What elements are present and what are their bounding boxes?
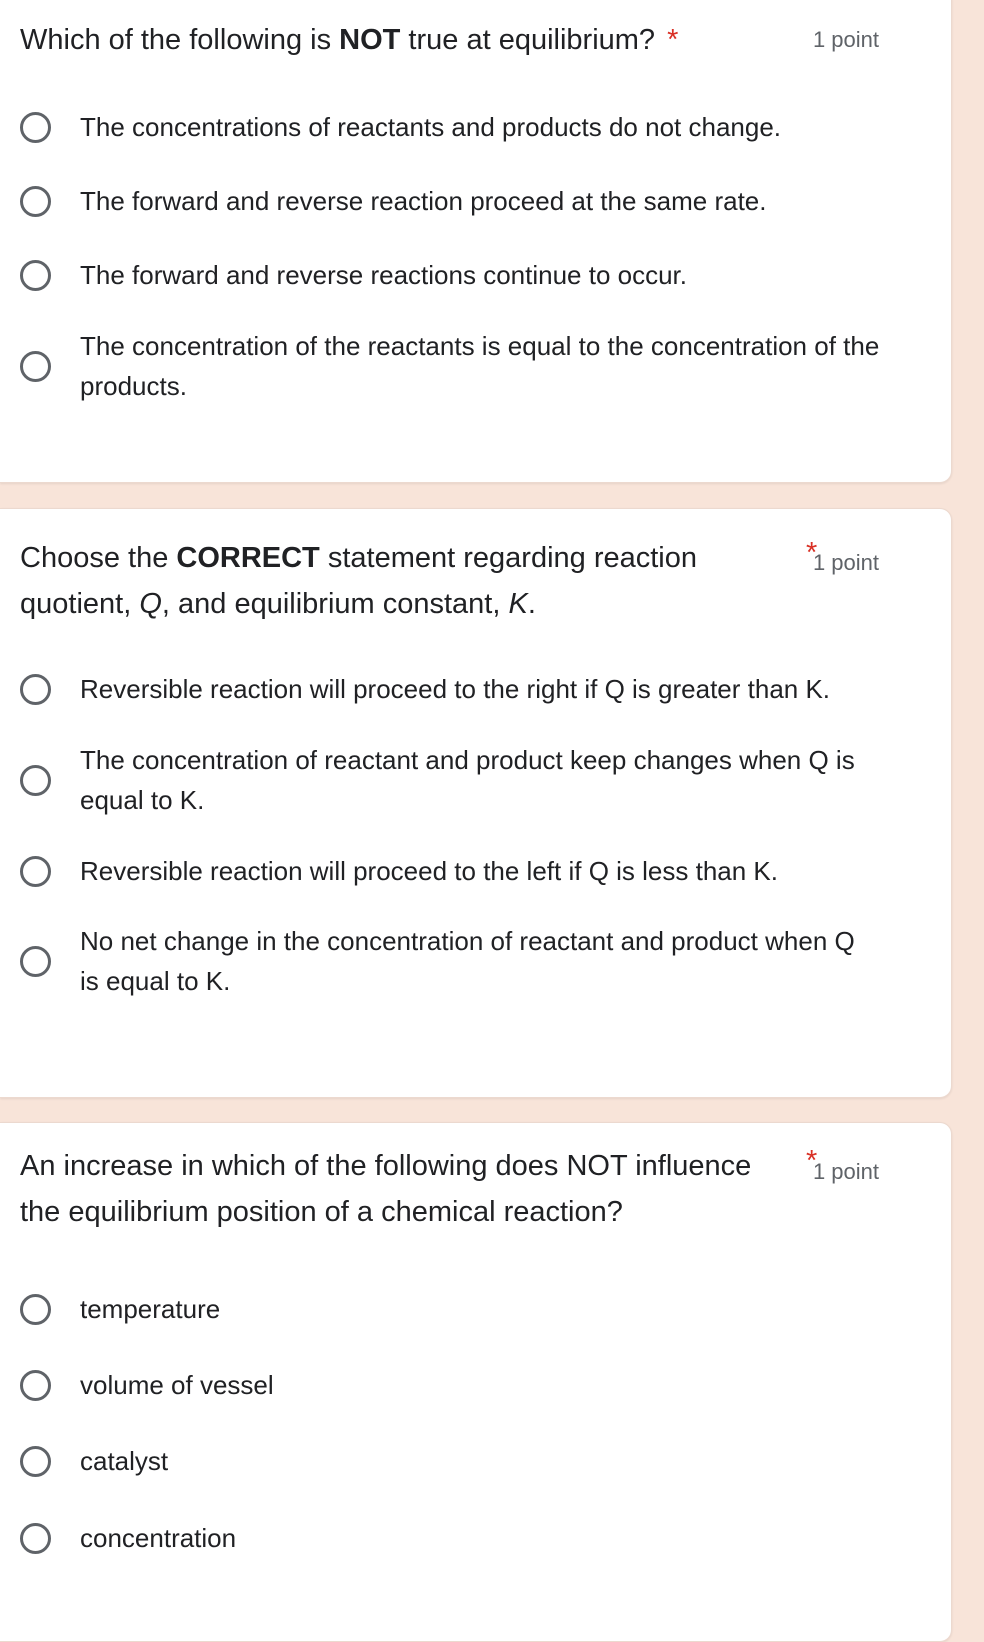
option-label[interactable]: Reversible reaction will proceed to the right if Q is greater than K. [80,674,831,704]
question-header [20,17,911,63]
points-label: 1 point [812,550,879,575]
option-1[interactable] [20,669,900,709]
option-2[interactable] [20,1365,900,1405]
option-label[interactable]: Reversible reaction will proceed to the left if Q is less than K. [80,856,778,886]
option-label[interactable]: catalyst [80,1446,169,1476]
question-title: Choose the CORRECT statement regarding reaction quotient, Q, and equilibrium constant, K. [20,542,697,620]
question-header [20,535,911,627]
option-3[interactable] [20,255,900,295]
radio-button[interactable] [20,765,51,796]
question-header [20,1143,911,1235]
question-card-1 [0,0,952,483]
radio-button[interactable] [20,1370,51,1401]
radio-button[interactable] [20,186,51,217]
radio-button[interactable] [20,674,51,705]
radio-button[interactable] [20,946,51,977]
option-label[interactable]: concentration [80,1523,237,1553]
option-label[interactable]: The concentrations of reactants and products do not change. [80,112,782,142]
required-marker: * [806,1145,818,1177]
radio-button[interactable] [20,112,51,143]
question-card-2 [0,508,952,1098]
required-marker: * [667,24,679,56]
question-card-3 [0,1122,952,1642]
radio-button[interactable] [20,260,51,291]
option-4[interactable] [20,326,900,406]
option-label[interactable]: The concentration of the reactants is equal to the concentration of the products. [80,331,880,401]
option-3[interactable] [20,851,900,891]
option-4[interactable] [20,1518,900,1558]
radio-button[interactable] [20,1523,51,1554]
radio-button[interactable] [20,351,51,382]
option-label[interactable]: temperature [80,1294,221,1324]
option-label[interactable]: The forward and reverse reactions continue to occur. [80,260,687,290]
option-1[interactable] [20,107,900,147]
option-2[interactable] [20,181,900,221]
option-label[interactable]: No net change in the concentration of reactant and product when Q is equal to K. [80,926,855,996]
points-label: 1 point [812,1159,879,1184]
option-4[interactable] [20,921,900,1001]
option-1[interactable] [20,1289,900,1329]
radio-button[interactable] [20,1294,51,1325]
points-label: 1 point [812,27,879,52]
option-label[interactable]: The concentration of reactant and product keep changes when Q is equal to K. [80,745,855,815]
question-title: Which of the following is NOT true at equilibrium? * [20,24,679,56]
option-label[interactable]: The forward and reverse reaction proceed at the same rate. [80,186,767,216]
option-label[interactable]: volume of vessel [80,1370,274,1400]
radio-button[interactable] [20,1446,51,1477]
question-title: An increase in which of the following does NOT influence the equilibrium position of a chemical reaction? [20,1150,752,1228]
option-3[interactable] [20,1441,900,1481]
radio-button[interactable] [20,856,51,887]
required-marker: * [806,537,818,569]
option-2[interactable] [20,740,900,820]
